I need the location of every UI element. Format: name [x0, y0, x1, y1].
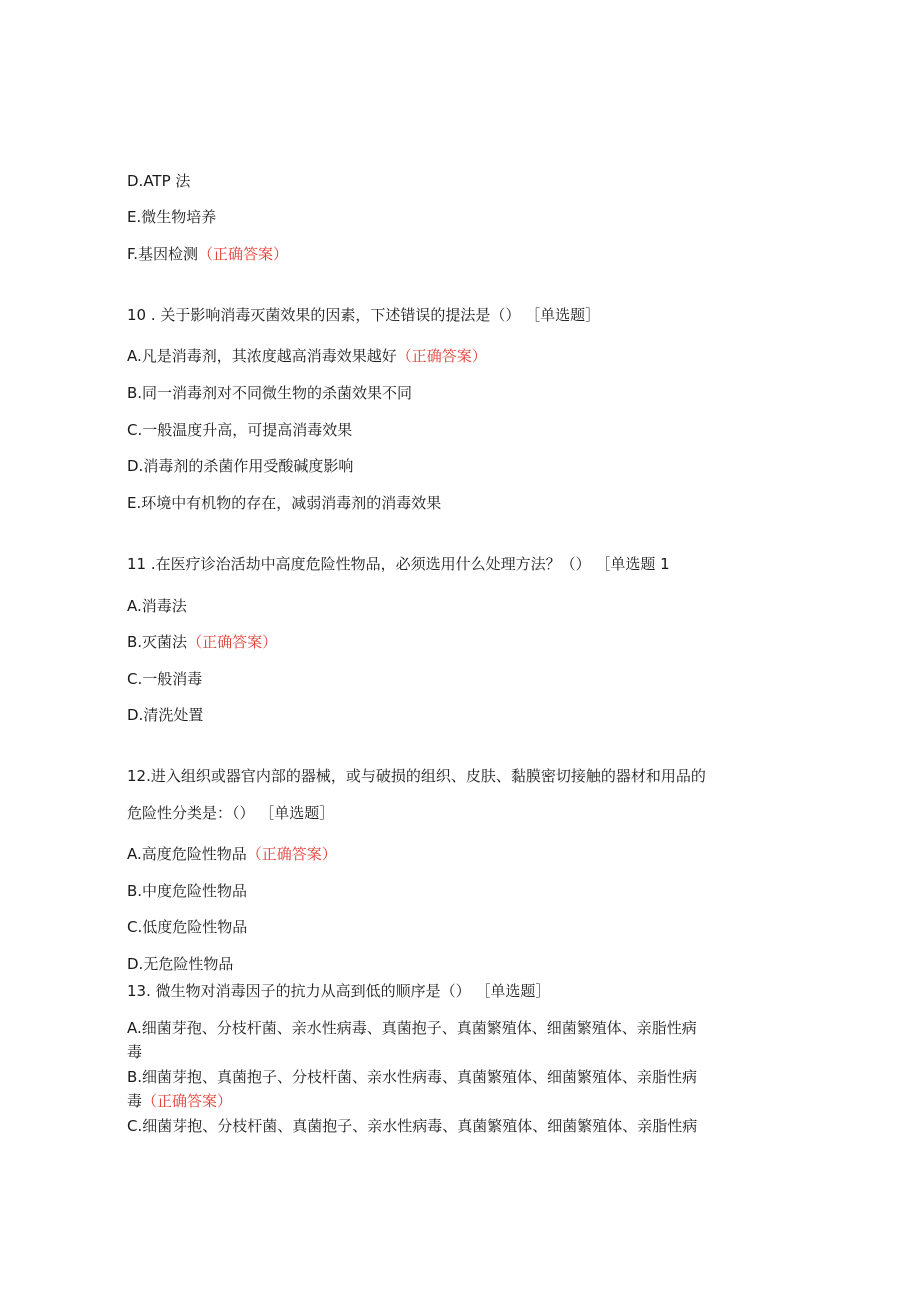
q9-option-d-text: D.ATP 法 — [127, 172, 191, 190]
q12-correct-mark: （正确答案） — [246, 845, 337, 863]
q10-option-c — [127, 419, 352, 441]
q10-stem — [127, 304, 600, 326]
q11-option-d — [127, 704, 203, 726]
q9-option-e-text: E.微生物培养 — [127, 208, 217, 226]
q12-option-c-text: C.低度危险性物品 — [127, 918, 248, 936]
q10-option-a — [127, 345, 487, 367]
q12-stem-line2-text: 危险性分类是：（） ［单选题］ — [127, 804, 335, 822]
q11-option-c-text: C.一般消毒 — [127, 670, 203, 688]
q12-stem-line2 — [127, 802, 334, 824]
q10-option-d-text: D.消毒剂的杀菌作用受酸碱度影响 — [127, 457, 354, 475]
q9-option-e — [127, 206, 216, 228]
q12-option-d — [127, 953, 233, 975]
q12-option-c — [127, 916, 247, 938]
q11-option-a — [127, 595, 187, 617]
q12-option-b-text: B.中度危险性物品 — [127, 882, 248, 900]
q10-option-e-text: E.环境中有机物的存在，减弱消毒剂的消毒效果 — [127, 494, 442, 512]
q13-option-a-line1-text: A.细菌芽孢、分枝杆菌、亲水性病毒、真菌抱子、真菌繁殖体、细菌繁殖体、亲脂性病 — [127, 1019, 697, 1037]
q10-option-c-text: C.一般温度升高，可提高消毒效果 — [127, 421, 353, 439]
q10-stem-text: 10 . 关于影响消毒灭菌效果的因素，下述错误的提法是（） ［单选题］ — [127, 306, 601, 324]
q9-option-f — [127, 243, 288, 265]
q12-option-b — [127, 880, 247, 902]
q12-stem-line1 — [127, 765, 706, 787]
q11-stem — [127, 553, 670, 575]
q11-option-b — [127, 631, 277, 653]
q12-option-a — [127, 843, 337, 865]
q11-option-c — [127, 668, 202, 690]
q11-option-d-text: D.清洗处置 — [127, 706, 204, 724]
q10-option-b-text: B.同一消毒剂对不同微生物的杀菌效果不同 — [127, 384, 413, 402]
q13-stem — [127, 980, 550, 1002]
q13-option-b-line2-text: 毒 — [127, 1092, 143, 1110]
q9-option-f-text: F.基因检测 — [127, 245, 198, 263]
q13-option-b-line1-text: B.细菌芽抱、真菌抱子、分枝杆菌、亲水性病毒、真菌繁殖体、细菌繁殖体、亲脂性病 — [127, 1068, 698, 1086]
q12-stem-line1-text: 12.进入组织或器官内部的器械，或与破损的组织、皮肤、黏膜密切接触的器材和用品的 — [127, 767, 706, 785]
q9-option-d — [127, 170, 190, 192]
q13-option-c-line1-text: C.细菌芽抱、分枝杆菌、真菌抱子、亲水性病毒、真菌繁殖体、细菌繁殖体、亲脂性病 — [127, 1117, 698, 1135]
q11-option-b-text: B.灭菌法 — [127, 633, 188, 651]
q10-option-b — [127, 382, 412, 404]
q12-option-a-text: A.高度危险性物品 — [127, 845, 247, 863]
q13-option-a-line2-text: 毒 — [127, 1043, 143, 1061]
q9-correct-mark: （正确答案） — [198, 245, 289, 263]
q13-option-b-line2 — [127, 1090, 232, 1112]
q11-stem-text: 11 .在医疗诊治活劫中高度危险性物品，必须选用什么处理方法？（） ［单选题 1 — [127, 555, 670, 573]
q10-option-d — [127, 455, 353, 477]
q13-option-a-line1 — [127, 1017, 697, 1039]
q11-correct-mark: （正确答案） — [187, 633, 278, 651]
q10-option-e — [127, 492, 441, 514]
q13-option-c-line1 — [127, 1115, 697, 1137]
q13-stem-text: 13. 微生物对消毒因子的抗力从高到低的顺序是（） ［单选题］ — [127, 982, 551, 1000]
q13-correct-mark: （正确答案） — [142, 1092, 233, 1110]
q10-option-a-text: A.凡是消毒剂，其浓度越高消毒效果越好 — [127, 347, 397, 365]
q11-option-a-text: A.消毒法 — [127, 597, 187, 615]
q13-option-b-line1 — [127, 1066, 697, 1088]
q13-option-a-line2 — [127, 1041, 142, 1063]
q12-option-d-text: D.无危险性物品 — [127, 955, 234, 973]
q10-correct-mark: （正确答案） — [396, 347, 487, 365]
